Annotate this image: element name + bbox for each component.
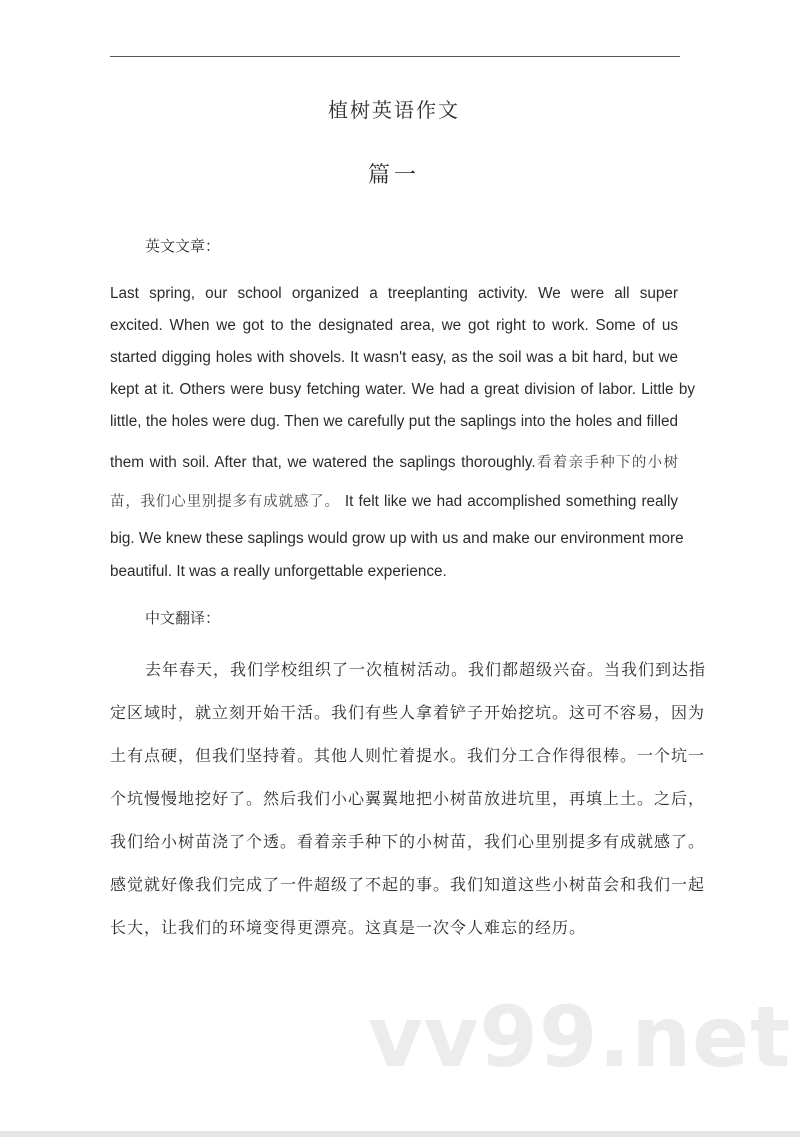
english-line: kept at it. Others were busy fetching water. We had a great division of labor. Little by bbox=[110, 381, 695, 398]
chinese-line: 去年春天，我们学校组织了一次植树活动。我们都超级兴奋。当我们到达指 bbox=[145, 660, 707, 679]
english-line bbox=[110, 451, 678, 472]
english-label: 英文文章： bbox=[145, 237, 221, 255]
chinese-label: 中文翻译： bbox=[145, 609, 221, 627]
english-line bbox=[110, 490, 678, 511]
english-line: big. We knew these saplings would grow up with us and make our environment more bbox=[110, 530, 684, 547]
document-title: 植树英语作文 bbox=[328, 98, 460, 122]
chinese-line: 我们给小树苗浇了个透。看着亲手种下的小树苗，我们心里别提多有成就感了。 bbox=[110, 832, 706, 851]
watermark: vv99.net bbox=[368, 988, 792, 1086]
chinese-line: 感觉就好像我们完成了一件超级了不起的事。我们知道这些小树苗会和我们一起 bbox=[110, 875, 706, 894]
chinese-line: 个坑慢慢地挖好了。然后我们小心翼翼地把小树苗放进坑里，再填上土。之后， bbox=[110, 789, 706, 808]
section-heading: 篇一 bbox=[367, 163, 420, 188]
english-text: them with soil. After that, we watered the saplings thoroughly. bbox=[110, 454, 536, 471]
page-bottom-edge bbox=[0, 1131, 800, 1137]
chinese-line: 长大，让我们的环境变得更漂亮。这真是一次令人难忘的经历。 bbox=[110, 918, 587, 937]
inline-chinese: 看着亲手种下的小树 bbox=[535, 455, 678, 471]
inline-chinese: 苗，我们心里别提多有成就感了。 bbox=[110, 494, 340, 510]
english-line: little, the holes were dug. Then we carefully put the saplings into the holes and filled bbox=[110, 413, 678, 430]
english-line: beautiful. It was a really unforgettable experience. bbox=[110, 563, 447, 580]
english-line: started digging holes with shovels. It wasn't easy, as the soil was a bit hard, but we bbox=[110, 349, 678, 366]
english-line: Last spring, our school organized a treeplanting activity. We were all super bbox=[110, 285, 678, 302]
chinese-line: 定区域时，就立刻开始干活。我们有些人拿着铲子开始挖坑。这可不容易，因为 bbox=[110, 703, 706, 722]
english-line: excited. When we got to the designated area, we got right to work. Some of us bbox=[110, 317, 678, 334]
english-text: It felt like we had accomplished something really bbox=[344, 493, 679, 510]
chinese-line: 土有点硬，但我们坚持着。其他人则忙着提水。我们分工合作得很棒。一个坑一 bbox=[110, 746, 706, 765]
header-rule bbox=[110, 56, 680, 57]
